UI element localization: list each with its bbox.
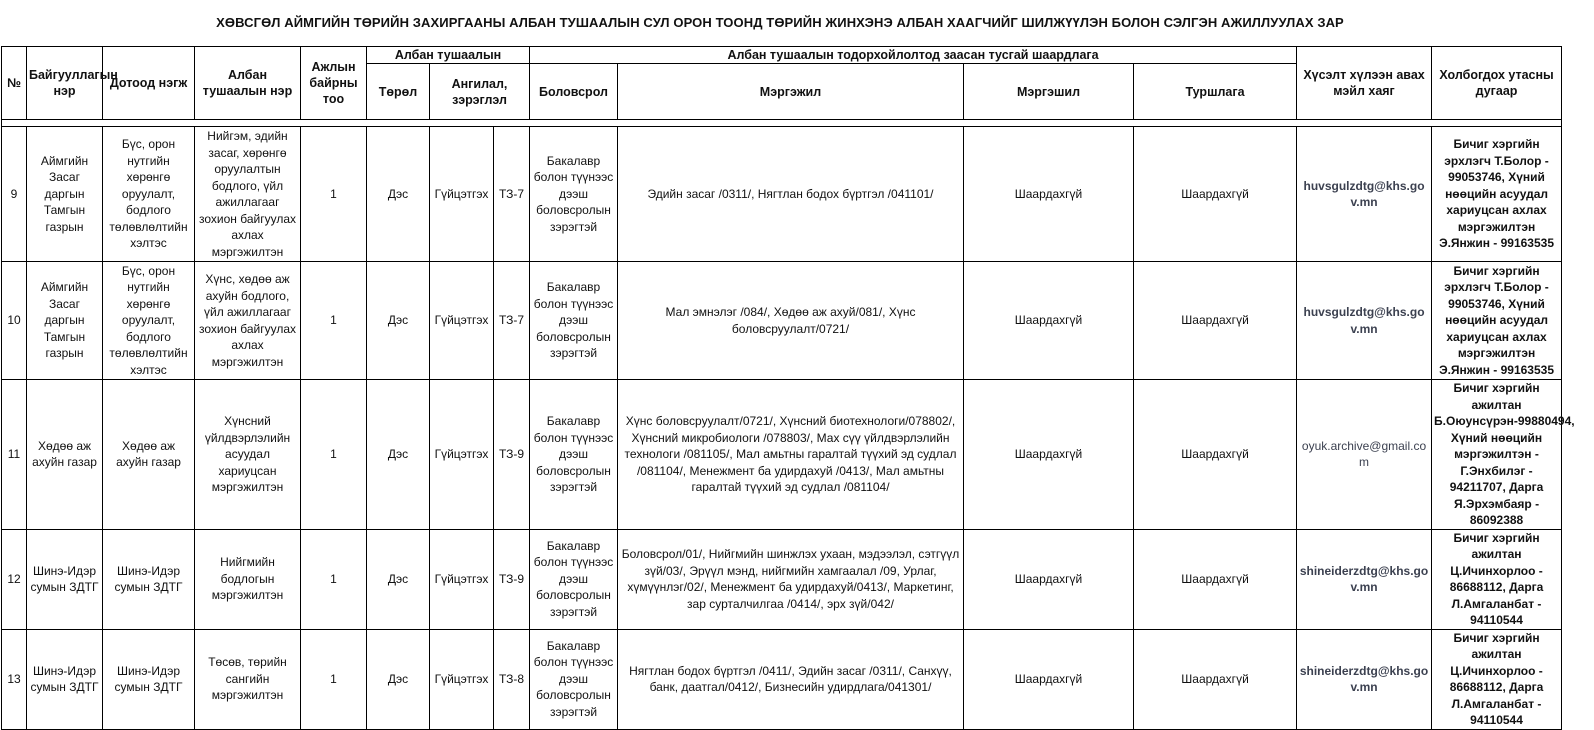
cell-seats: 1 xyxy=(301,127,367,262)
cell-grade: ТЗ-8 xyxy=(494,629,530,729)
header-education: Боловсрол xyxy=(530,64,618,120)
cell-email[interactable]: shineiderzdtg@khs.gov.mn xyxy=(1297,529,1432,629)
cell-seats: 1 xyxy=(301,529,367,629)
cell-seats: 1 xyxy=(301,380,367,530)
vacancy-table xyxy=(1,46,1575,730)
header-phone: Холбогдох утасны дугаар xyxy=(1432,47,1562,120)
cell-type: Дэс xyxy=(367,380,430,530)
cell-seats: 1 xyxy=(301,629,367,729)
cell-experience: Шаардахгүй xyxy=(1134,380,1297,530)
cell-experience: Шаардахгүй xyxy=(1134,127,1297,262)
cell-email[interactable]: huvsgulzdtg@khs.gov.mn xyxy=(1297,127,1432,262)
cell-org: Шинэ-Идэр сумын ЗДТГ xyxy=(27,529,103,629)
cell-skill: Шаардахгүй xyxy=(964,380,1134,530)
cell-profession: Боловсрол/01/, Нийгмийн шинжлэх ухаан, мэдээлэл, сэтгүүл зүй/03/, Эрүүл мэнд, нийгмийн хамгаалал /09, Урлаг, хүмүүнлэг/02/, Менежмент ба удирдахуй/0413/, Маркетинг, зар сурталчилгаа /0414/, эрх зүй/042/ xyxy=(618,529,964,629)
cell-phone: Бичиг хэргийн ажилтан Б.Оюунсүрэн-99880494, Хүний нөөцийн мэргэжилтэн - Г.Энхбилэг - 94211707, Дарга Я.Эрхэмбаяр - 86092388 xyxy=(1432,380,1562,530)
cell-education: Бакалавр болон түүнээс дээш боловсролын зэрэгтэй xyxy=(530,127,618,262)
header-no: № xyxy=(2,47,27,120)
cell-unit: Бүс, орон нутгийн хөрөнгө оруулалт, бодлого төлөвлөлтийн хэлтэс xyxy=(103,127,195,262)
cell-no: 11 xyxy=(2,380,27,530)
header-org: Байгууллагын нэр xyxy=(27,47,103,120)
header-type: Төрөл xyxy=(367,64,430,120)
header-category: Ангилал, зэрэглэл xyxy=(430,64,530,120)
cell-unit: Шинэ-Идэр сумын ЗДТГ xyxy=(103,629,195,729)
cell-skill: Шаардахгүй xyxy=(964,629,1134,729)
cell-phone: Бичиг хэргийн эрхлэгч Т.Болор - 99053746, Хүний нөөцийн асуудал хариуцсан ахлах мэргэжилтэн Э.Янжин - 99163535 xyxy=(1432,262,1562,380)
cell-category: Гүйцэтгэх xyxy=(430,629,494,729)
cell-unit: Бүс, орон нутгийн хөрөнгө оруулалт, бодлого төлөвлөлтийн хэлтэс xyxy=(103,262,195,380)
cell-no: 13 xyxy=(2,629,27,729)
cell-profession: Хүнс боловсруулалт/0721/, Хүнсний биотехнологи/078802/, Хүнсний микробиологи /078803/, Мах сүү үйлдвэрлэлийн технологи /081105/, Мал амьтны гаралтай түүхий эд судлал /081104/, Менежмент ба удирдахуй /0413/, Мал амьтны гаралтай түүхий эд судлал /081104/ xyxy=(618,380,964,530)
cell-no: 9 xyxy=(2,127,27,262)
header-position: Албан тушаалын нэр xyxy=(195,47,301,120)
cell-email[interactable]: shineiderzdtg@khs.gov.mn xyxy=(1297,629,1432,729)
cell-education: Бакалавр болон түүнээс дээш боловсролын зэрэгтэй xyxy=(530,629,618,729)
cell-position: Нийгэм, эдийн засаг, хөрөнгө оруулалтын бодлого, үйл ажиллагааг зохион байгуулах ахлах мэргэжилтэн xyxy=(195,127,301,262)
cell-profession: Эдийн засаг /0311/, Нягтлан бодох бүртгэл /041101/ xyxy=(618,127,964,262)
cell-position: Хүнс, хөдөө аж ахуйн бодлого, үйл ажиллагааг зохион байгуулах ахлах мэргэжилтэн xyxy=(195,262,301,380)
header-skill: Мэргэшил xyxy=(964,64,1134,120)
cell-unit: Шинэ-Идэр сумын ЗДТГ xyxy=(103,529,195,629)
table-row xyxy=(2,529,1562,629)
cell-unit: Хөдөө аж ахуйн газар xyxy=(103,380,195,530)
header-seats: Ажлын байрны тоо xyxy=(301,47,367,120)
cell-education: Бакалавр болон түүнээс дээш боловсролын зэрэгтэй xyxy=(530,380,618,530)
cell-category: Гүйцэтгэх xyxy=(430,262,494,380)
cell-experience: Шаардахгүй xyxy=(1134,629,1297,729)
header-profession: Мэргэжил xyxy=(618,64,964,120)
header-email: Хүсэлт хүлээн авах мэйл хаяг xyxy=(1297,47,1432,120)
table-row xyxy=(2,380,1562,530)
cell-type: Дэс xyxy=(367,629,430,729)
cell-org: Аймгийн Засаг даргын Тамгын газрын xyxy=(27,127,103,262)
cell-org: Аймгийн Засаг даргын Тамгын газрын xyxy=(27,262,103,380)
cell-email[interactable]: oyuk.archive@gmail.com xyxy=(1297,380,1432,530)
cell-skill: Шаардахгүй xyxy=(964,529,1134,629)
cell-category: Гүйцэтгэх xyxy=(430,529,494,629)
cell-type: Дэс xyxy=(367,262,430,380)
cell-type: Дэс xyxy=(367,529,430,629)
table-row xyxy=(2,127,1562,262)
cell-grade: ТЗ-7 xyxy=(494,127,530,262)
cell-type: Дэс xyxy=(367,127,430,262)
cell-grade: ТЗ-7 xyxy=(494,262,530,380)
cell-education: Бакалавр болон түүнээс дээш боловсролын зэрэгтэй xyxy=(530,529,618,629)
cell-skill: Шаардахгүй xyxy=(964,127,1134,262)
cell-seats: 1 xyxy=(301,262,367,380)
table-row xyxy=(2,262,1562,380)
cell-profession: Нягтлан бодох бүртгэл /0411/, Эдийн засаг /0311/, Санхүү, банк, даатгал/0412/, Бизнесийн удирдлага/041301/ xyxy=(618,629,964,729)
cell-grade: ТЗ-9 xyxy=(494,380,530,530)
cell-education: Бакалавр болон түүнээс дээш боловсролын зэрэгтэй xyxy=(530,262,618,380)
cell-position: Хүнсний үйлдвэрлэлийн асуудал хариуцсан мэргэжилтэн xyxy=(195,380,301,530)
cell-skill: Шаардахгүй xyxy=(964,262,1134,380)
cell-phone: Бичиг хэргийн ажилтан Ц.Ичинхорлоо - 86688112, Дарга Л.Амгаланбат - 94110544 xyxy=(1432,529,1562,629)
cell-category: Гүйцэтгэх xyxy=(430,380,494,530)
header-experience: Туршлага xyxy=(1134,64,1297,120)
cell-grade: ТЗ-9 xyxy=(494,529,530,629)
cell-profession: Мал эмнэлэг /084/, Хөдөө аж ахуй/081/, Хүнс боловсруулалт/0721/ xyxy=(618,262,964,380)
header-group-requirements: Албан тушаалын тодорхойлолтод заасан тусгай шаардлага xyxy=(530,47,1297,64)
cell-email[interactable]: huvsgulzdtg@khs.gov.mn xyxy=(1297,262,1432,380)
table-row xyxy=(2,629,1562,729)
cell-position: Төсөв, төрийн сангийн мэргэжилтэн xyxy=(195,629,301,729)
cell-org: Шинэ-Идэр сумын ЗДТГ xyxy=(27,629,103,729)
cell-position: Нийгмийн бодлогын мэргэжилтэн xyxy=(195,529,301,629)
cell-experience: Шаардахгүй xyxy=(1134,262,1297,380)
cell-no: 10 xyxy=(2,262,27,380)
cell-experience: Шаардахгүй xyxy=(1134,529,1297,629)
cell-phone: Бичиг хэргийн эрхлэгч Т.Болор - 99053746, Хүний нөөцийн асуудал хариуцсан ахлах мэргэжилтэн Э.Янжин - 99163535 xyxy=(1432,127,1562,262)
cell-category: Гүйцэтгэх xyxy=(430,127,494,262)
cell-org: Хөдөө аж ахуйн газар xyxy=(27,380,103,530)
cell-phone: Бичиг хэргийн ажилтан Ц.Ичинхорлоо - 86688112, Дарга Л.Амгаланбат - 94110544 xyxy=(1432,629,1562,729)
cell-no: 12 xyxy=(2,529,27,629)
page-title: ХӨВСГӨЛ АЙМГИЙН ТӨРИЙН ЗАХИРГААНЫ АЛБАН ТУШААЛЫН СУЛ ОРОН ТООНД ТӨРИЙН ЖИНХЭНЭ АЛБАН ХААГЧИЙГ ШИЛЖҮҮЛЭН БОЛОН СЭЛГЭН АЖИЛЛУУЛАХ ЗАР xyxy=(216,14,1344,30)
header-group-position: Албан тушаалын xyxy=(367,47,530,64)
header-unit: Дотоод нэгж xyxy=(103,47,195,120)
